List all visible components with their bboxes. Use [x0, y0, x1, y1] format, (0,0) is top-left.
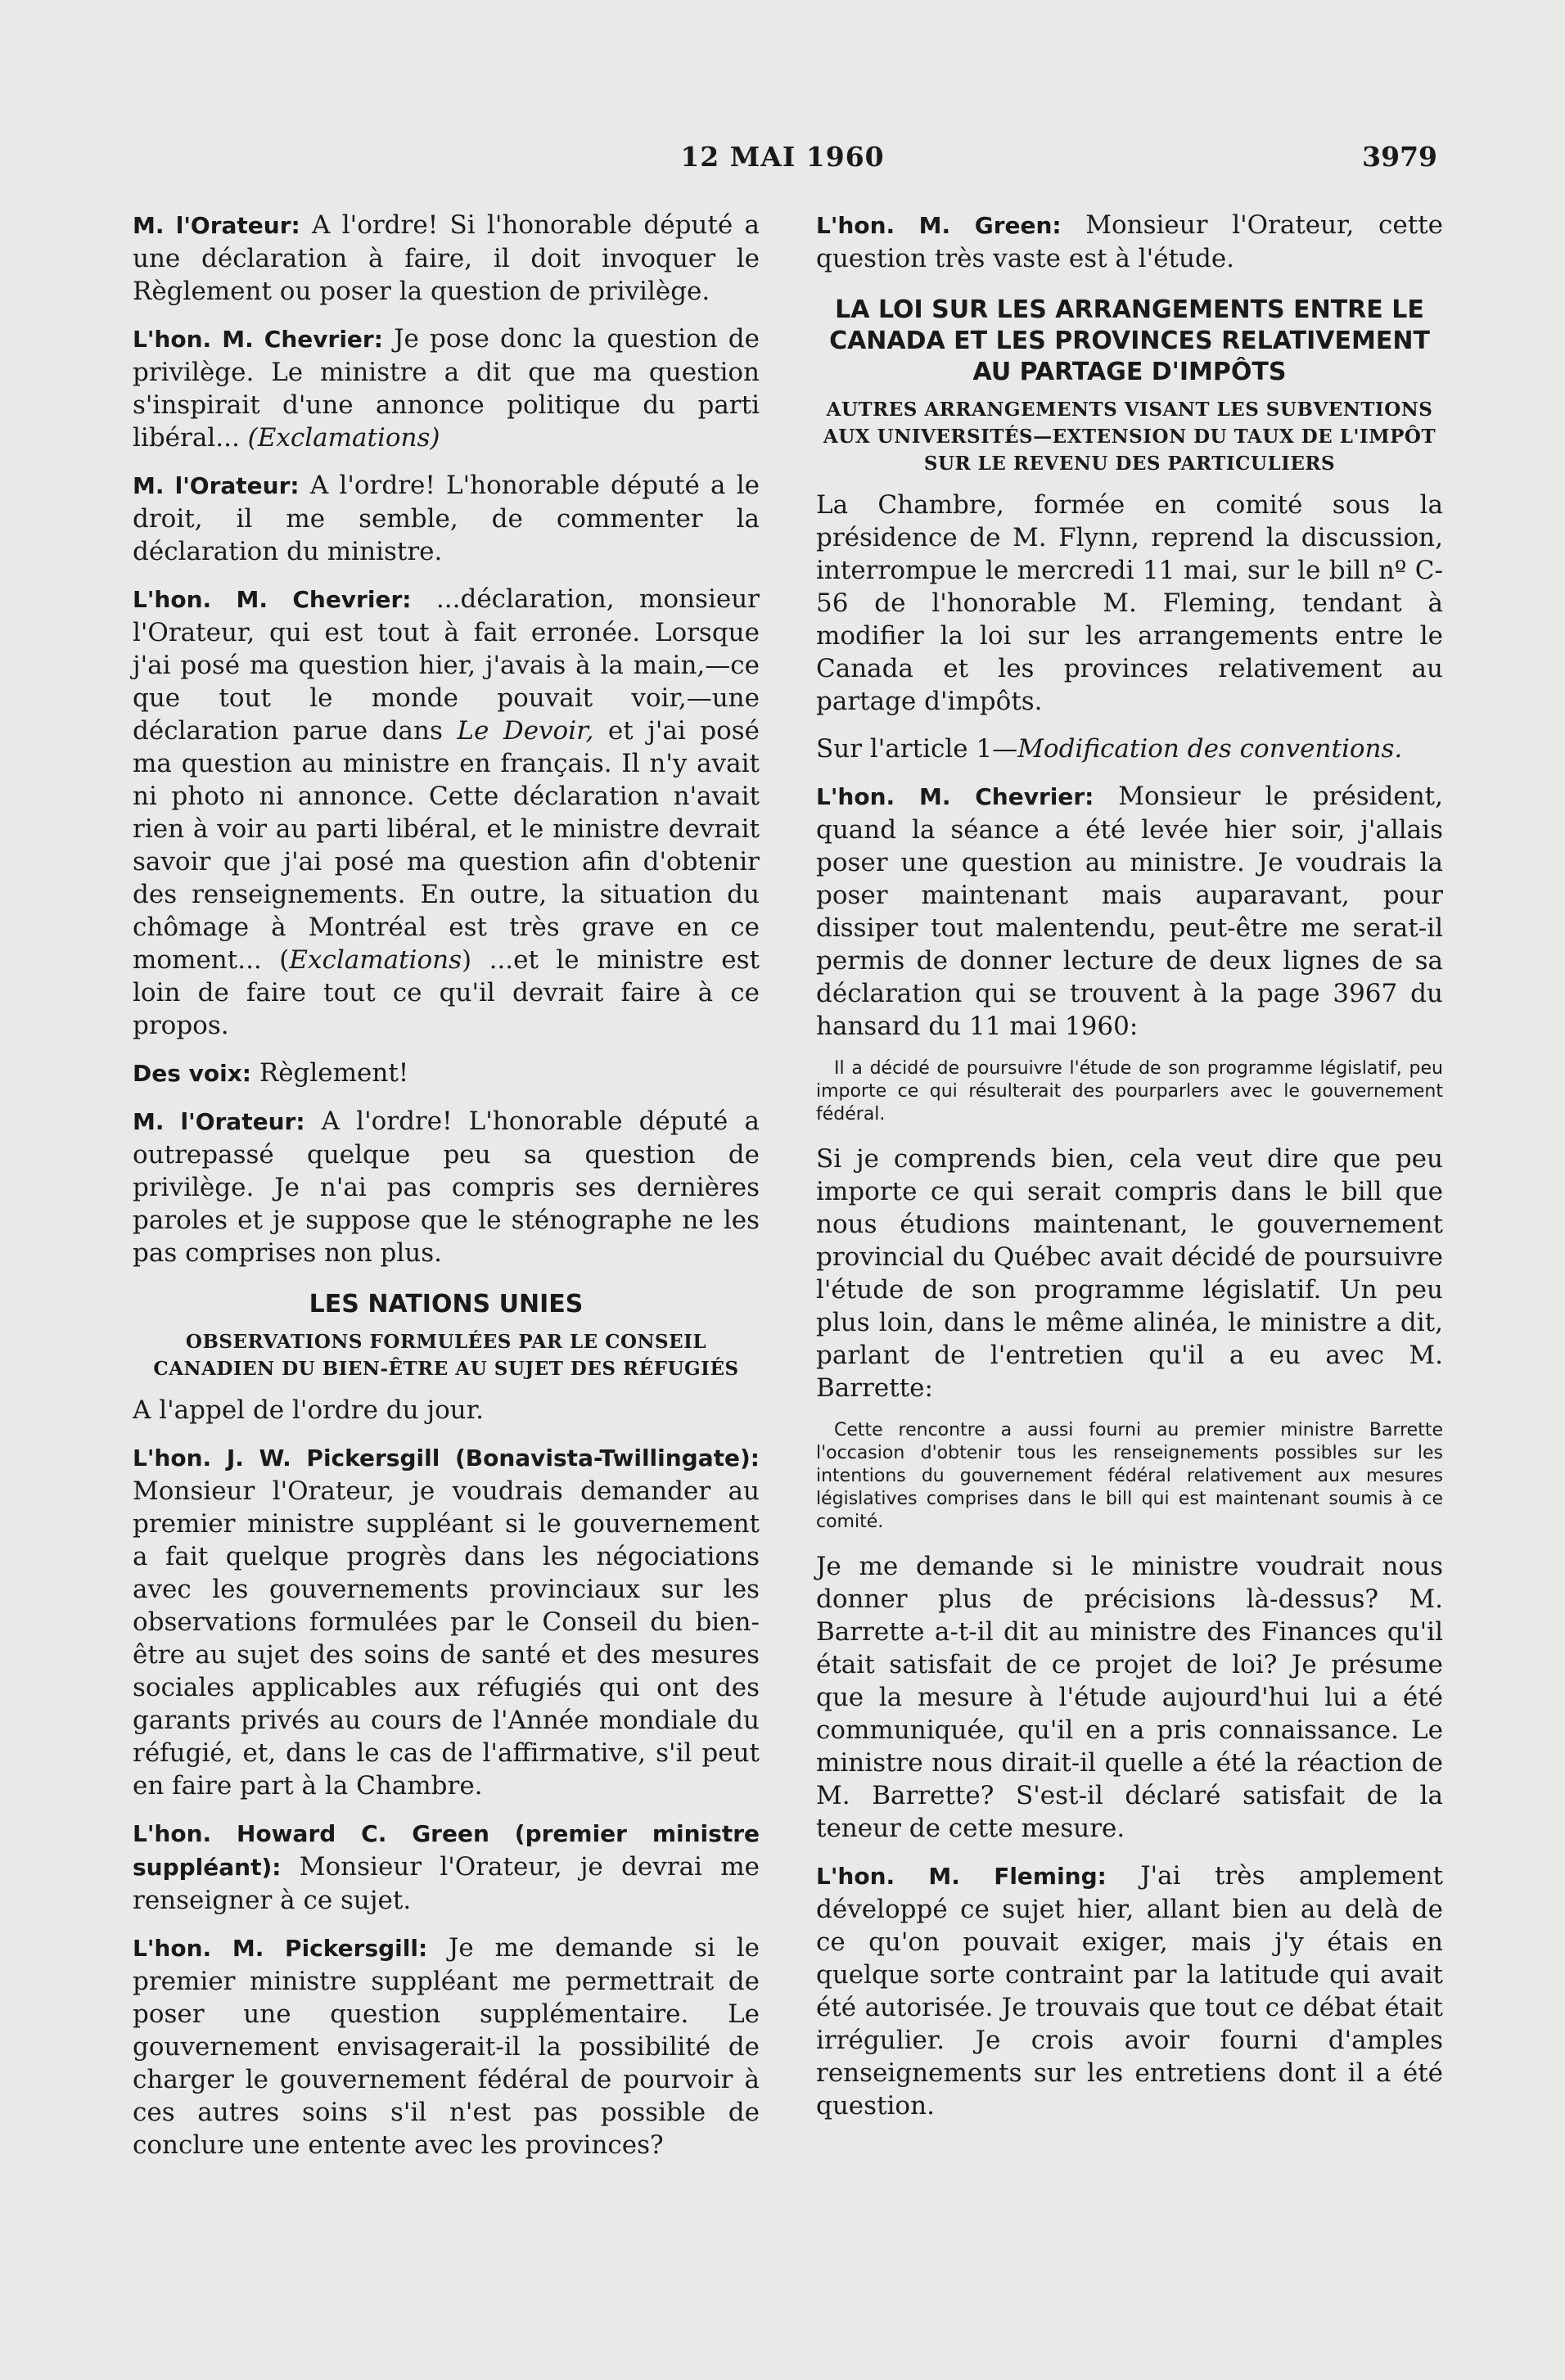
paragraph-text: A l'ordre! Si l'honorable député a une déclaration à faire, il doit invoquer le Règlement ou poser la question de privilège.: [133, 210, 760, 306]
paragraph-text: Sur l'article 1—: [816, 734, 1018, 764]
paragraph: Si je comprends bien, cela veut dire que peu importe ce qui serait compris dans le bill que nous étudions maintenant, le gouvernement provincial du Québec avait décidé de poursuivre l'étude de son programme législatif. Un peu plus loin, dans le même alinéa, le ministre a dit, parlant de l'entretien qu'il a eu avec M. Barrette:: [816, 1144, 1443, 1403]
paragraph-text: Je me demande si le premier ministre suppléant me permettrait de poser une question supplémentaire. Le gouvernement envisagerait-il la possibilité de charger le gouvernement fédéral de pourvoir à ces autres soins s'il n'est pas possible de conclure une entente avec les provinces?: [133, 1933, 760, 2160]
paragraph: [816, 1859, 1443, 2122]
paragraph: [133, 469, 760, 568]
speaker-name: L'hon. J. W. Pickersgill (Bonavista-Twillingate):: [133, 1445, 760, 1472]
paragraph: [816, 780, 1443, 1043]
paragraph: [133, 583, 760, 1042]
paragraph: [133, 1931, 760, 2161]
paragraph: [133, 1817, 760, 1917]
speaker-name: M. l'Orateur:: [133, 212, 300, 239]
speaker-name: L'hon. M. Green:: [816, 212, 1062, 239]
paragraph: La Chambre, formée en comité sous la présidence de M. Flynn, reprend la discussion, interrompue le mercredi 11 mai, sur le bill nº C-56 de l'honorable M. Fleming, tendant à modifier la loi sur les arrangements entre le Canada et les provinces relativement au partage d'impôts.: [816, 490, 1443, 716]
speaker-name: L'hon. M. Fleming:: [816, 1863, 1107, 1890]
speaker-name: M. l'Orateur:: [133, 472, 300, 499]
block-quote: Il a décidé de poursuivre l'étude de son programme législatif, peu importe ce qui résulterait des pourparlers avec le gouvernement fédéral.: [816, 1058, 1443, 1125]
section-title: LES NATIONS UNIES: [309, 1290, 584, 1318]
paragraph: [133, 209, 760, 308]
paragraph: [133, 1105, 760, 1269]
paragraph: [133, 1057, 760, 1090]
section-subheading: AUTRES ARRANGEMENTS VISANT LES SUBVENTIONS AUX UNIVERSITÉS—EXTENSION DU TAUX DE L'IMPÔT SUR LE REVENU DES PARTICULIERS: [823, 399, 1436, 475]
speaker-name: L'hon. M. Chevrier:: [133, 326, 383, 353]
paragraph: A l'appel de l'ordre du jour.: [133, 1395, 484, 1425]
speaker-name: Des voix:: [133, 1060, 251, 1087]
paragraph-text: A l'ordre! L'honorable député a outrepassé quelque peu sa question de privilège. Je n'ai pas compris ses dernières paroles et je suppose que le sténographe ne les pas comprises non plus.: [133, 1107, 760, 1268]
italic-text: (Exclamations): [247, 423, 440, 453]
paragraph-text: Monsieur l'Orateur, cette question très vaste est à l'étude.: [816, 210, 1443, 273]
paragraph-text: A l'ordre! L'honorable député a le droit, il me semble, de commenter la déclaration du ministre.: [133, 471, 760, 566]
page-number: 3979: [1362, 141, 1437, 173]
page-header: [0, 141, 1565, 190]
paragraph-text: Monsieur l'Orateur, je voudrais demander au premier ministre suppléant si le gouvernement a fait quelque progrès dans les négociations avec les gouvernements provinciaux sur les observations formulées par le Conseil du bien-être au sujet des soins de santé et des mesures sociales applicables aux réfugiés qui ont des garants privés au cours de l'Année mondiale du réfugié, et, dans le cas de l'affirmative, s'il peut en faire part à la Chambre.: [133, 1476, 760, 1801]
right-column: [816, 209, 1443, 2137]
paragraph: [816, 732, 1443, 765]
page-date: 12 MAI 1960: [680, 141, 885, 173]
speaker-name: L'hon. M. Pickersgill:: [133, 1935, 428, 1962]
paragraph-text: J'ai très amplement développé ce sujet hier, allant bien au delà de ce qu'on pouvait exiger, mais j'y étais en quelque sorte contraint par la latitude qui avait été autorisée. Je trouvais que tout ce débat était irrégulier. Je crois avoir fourni d'amples renseignements sur les entretiens dont il a été question.: [816, 1861, 1444, 2121]
paragraph: [816, 209, 1443, 275]
speaker-name: L'hon. M. Chevrier:: [816, 783, 1094, 810]
paragraph-text: Monsieur le président, quand la séance a été levée hier soir, j'allais poser une question au ministre. Je voudrais la poser maintenant mais auparavant, pour dissiper tout malentendu, peut-être me serat-il permis de donner lecture de deux lignes de sa déclaration qui se trouvent à la page 3967 du hansard du 11 mai 1960:: [816, 782, 1443, 1041]
speaker-name: M. l'Orateur:: [133, 1108, 305, 1135]
paragraph-text: Règlement!: [251, 1058, 409, 1088]
speaker-name: L'hon. Howard C. Green (premier ministre suppléant):: [133, 1820, 760, 1881]
paragraph-text: Je pose donc la question de privilège. Le ministre a dit que ma question s'inspirait d'une annonce politique du parti libéral...: [133, 324, 760, 453]
paragraph: [133, 322, 760, 454]
italic-text: Modification des conventions.: [1017, 734, 1403, 764]
block-quote: Cette rencontre a aussi fourni au premier ministre Barrette l'occasion d'obtenir tous les renseignements possibles sur les intentions du gouvernement fédéral relativement aux mesures législatives comprises dans le bill qui est maintenant soumis à ce comité.: [816, 1420, 1443, 1532]
left-column: [133, 209, 760, 2176]
section-title: LA LOI SUR LES ARRANGEMENTS ENTRE LE CANADA ET LES PROVINCES RELATIVEMENT AU PARTAGE D'IMPÔTS: [829, 295, 1430, 386]
italic-text: Exclamations: [289, 945, 462, 975]
paragraph-text: ) ...et le ministre est loin de faire tout ce qu'il devrait faire à ce propos.: [133, 945, 760, 1040]
section-subheading: OBSERVATIONS FORMULÉES PAR LE CONSEIL CANADIEN DU BIEN-ÊTRE AU SUJET DES RÉFUGIÉS: [153, 1331, 739, 1380]
italic-text: Le Devoir,: [457, 716, 594, 746]
paragraph-text: Monsieur l'Orateur, je devrai me renseigner à ce sujet.: [133, 1852, 760, 1915]
paragraph: [133, 1441, 760, 1802]
speaker-name: L'hon. M. Chevrier:: [133, 586, 412, 613]
paragraph: Je me demande si le ministre voudrait nous donner plus de précisions là-dessus? M. Barrette a-t-il dit au ministre des Finances qu'il était satisfait de ce projet de loi? Je présume que la mesure à l'étude aujourd'hui lui a été communiquée, qu'il en a pris connaissance. Le ministre nous dirait-il quelle a été la réaction de M. Barrette? S'est-il déclaré satisfait de la teneur de cette mesure.: [816, 1552, 1443, 1843]
paragraph-text: et j'ai posé ma question au ministre en français. Il n'y avait ni photo ni annonce. Cette déclaration n'avait rien à voir au parti libéral, et le ministre devrait savoir que j'ai posé ma question afin d'obtenir des renseignements. En outre, la situation du chômage à Montréal est très grave en ce moment... (: [133, 716, 760, 975]
paragraph-text: ...déclaration, monsieur l'Orateur, qui est tout à fait erronée. Lorsque j'ai posé ma question hier, j'avais à la main,—ce que tout le monde pouvait voir,—une déclaration parue dans: [133, 584, 760, 746]
